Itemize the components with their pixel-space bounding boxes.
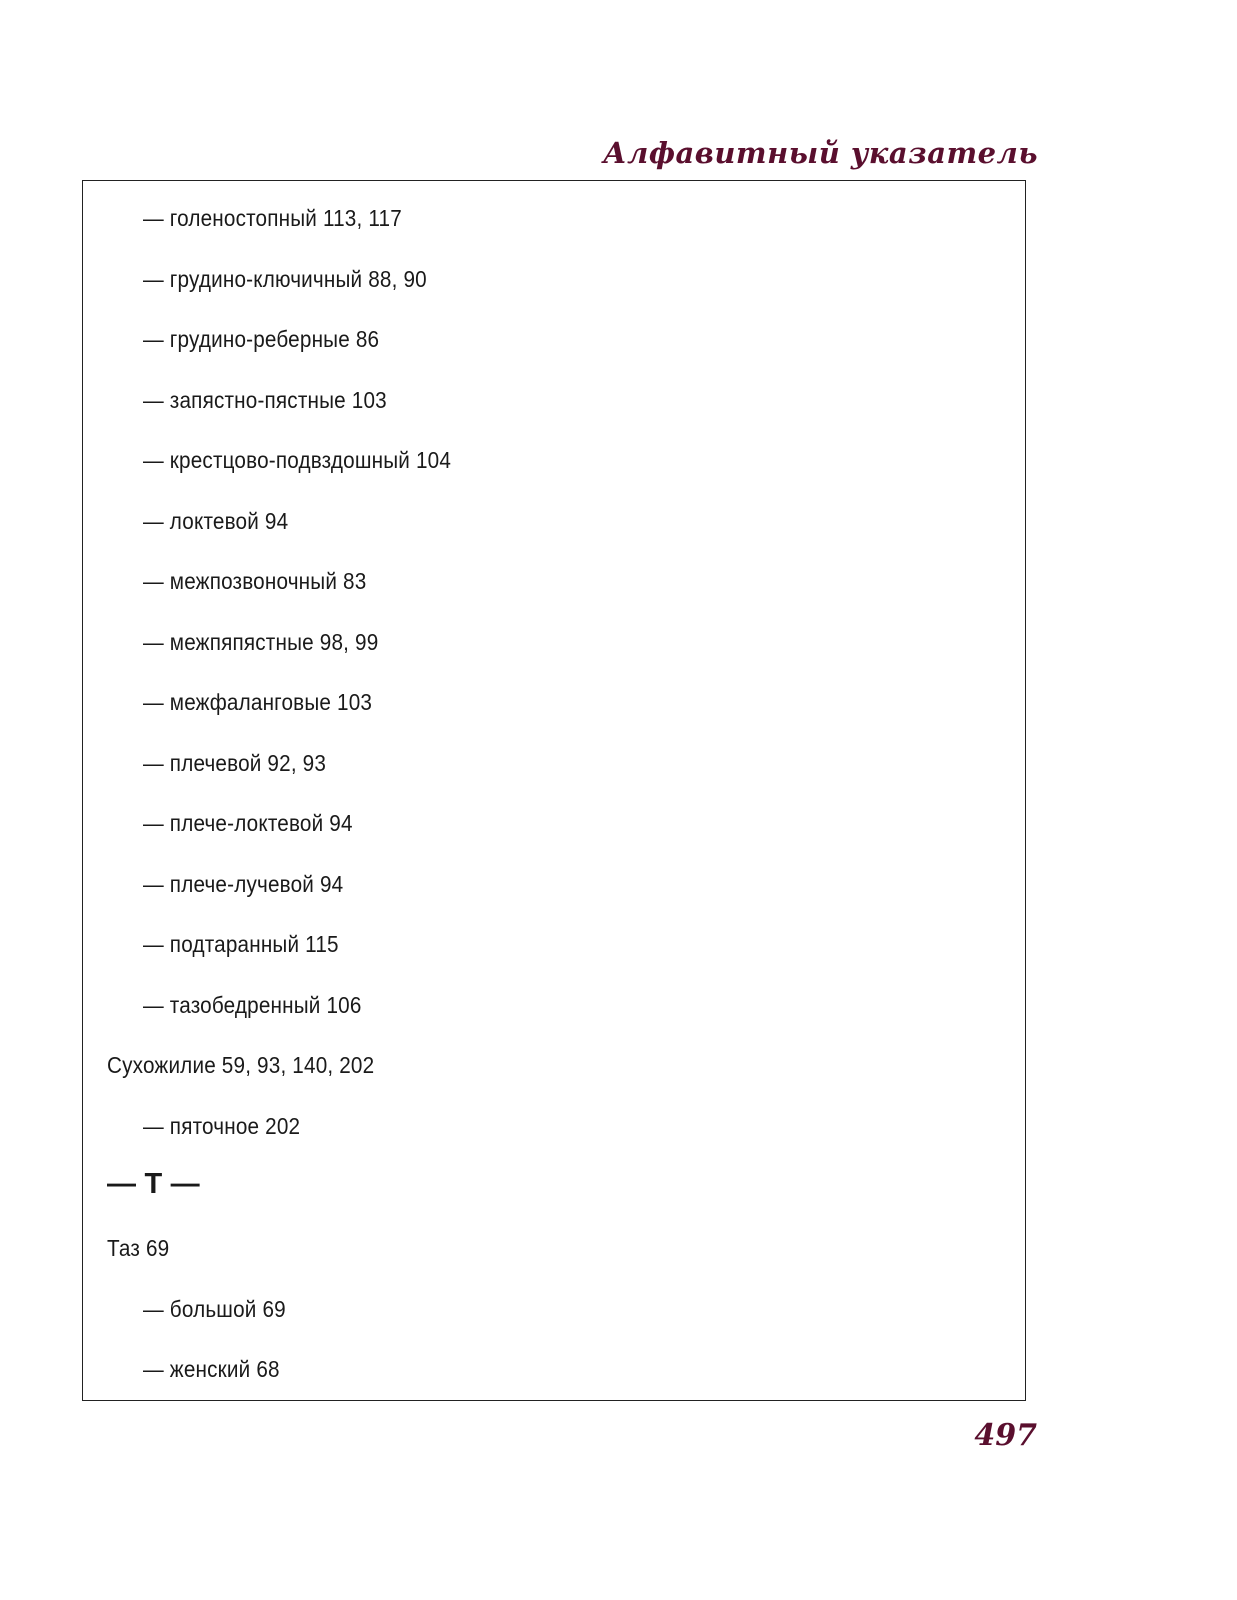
index-entry: — плече-локтевой 94 xyxy=(143,810,353,836)
index-entry: — межпяпястные 98, 99 xyxy=(143,629,379,655)
index-main-entry: Сухожилие 59, 93, 140, 202 xyxy=(107,1052,375,1078)
index-entry: — плечевой 92, 93 xyxy=(143,750,327,776)
index-entry: — женский 68 xyxy=(143,1356,280,1382)
running-header-title: Алфавитный указатель xyxy=(603,136,1038,170)
index-entry: — тазобедренный 106 xyxy=(143,992,362,1018)
index-entry: — крестцово-подвздошный 104 xyxy=(143,447,452,473)
index-letter-heading: — Т — xyxy=(107,1168,200,1200)
index-entry: — голеностопный 113, 117 xyxy=(143,205,402,231)
index-entry: — пяточное 202 xyxy=(143,1113,301,1139)
index-entry: — локтевой 94 xyxy=(143,508,289,534)
index-entry: — подтаранный 115 xyxy=(143,931,339,957)
index-frame xyxy=(82,180,1026,1401)
index-entry: — плече-лучевой 94 xyxy=(143,871,344,897)
index-entry: — грудино-ключичный 88, 90 xyxy=(143,266,427,292)
index-entry: — запястно-пястные 103 xyxy=(143,387,387,413)
index-entry: — межфаланговые 103 xyxy=(143,689,373,715)
index-entry: — большой 69 xyxy=(143,1296,286,1322)
page-number: 497 xyxy=(974,1418,1037,1453)
index-main-entry: Таз 69 xyxy=(107,1235,170,1261)
index-entry: — грудино-реберные 86 xyxy=(143,326,380,352)
index-entry: — межпозвоночный 83 xyxy=(143,568,367,594)
